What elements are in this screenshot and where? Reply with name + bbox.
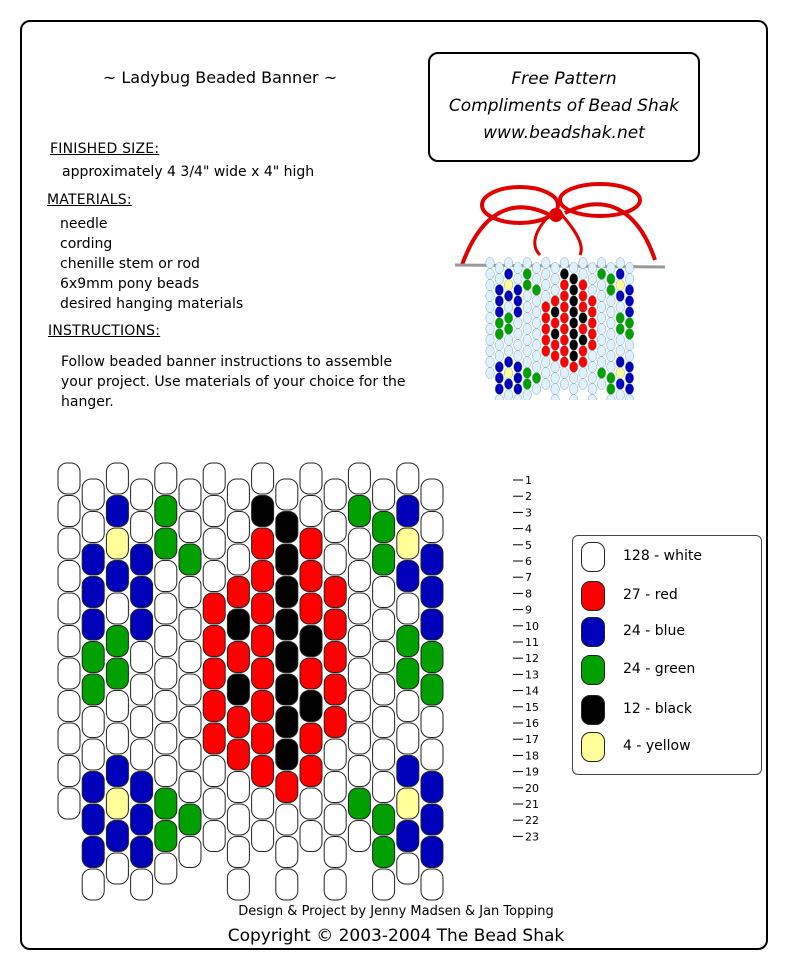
photo-bead [514, 351, 523, 362]
photo-bead [625, 274, 634, 285]
photo-bead [514, 384, 523, 395]
photo-bead [569, 329, 578, 340]
photo-bead [504, 390, 512, 401]
photo-bead [532, 384, 541, 395]
photo-bead [607, 384, 616, 395]
photo-bead [579, 324, 588, 335]
photo-bead [560, 346, 569, 357]
legend-item [581, 542, 756, 574]
row-number: 17 [525, 733, 539, 747]
photo-bead [532, 340, 541, 351]
photo-bead [579, 302, 588, 313]
photo-bead [569, 362, 578, 373]
photo-bead [504, 379, 512, 390]
photo-bead [542, 302, 551, 313]
photo-bead [551, 274, 560, 285]
photo-bead [579, 357, 588, 368]
photo-bead [523, 368, 532, 379]
photo-bead [523, 357, 532, 368]
photo-bead [560, 258, 569, 269]
photo-bead [625, 395, 634, 401]
row-number: 22 [525, 814, 539, 828]
photo-bead [560, 379, 569, 390]
photo-bead [542, 258, 551, 269]
photo-bead [616, 313, 625, 324]
photo-bead [523, 335, 532, 346]
photo-bead [579, 280, 588, 291]
legend-item [581, 581, 756, 613]
photo-bead [495, 362, 504, 373]
row-number: 13 [525, 668, 539, 682]
photo-bead [504, 368, 512, 379]
swatch-red [581, 581, 605, 611]
photo-bead [551, 362, 560, 373]
photo-bead [597, 302, 606, 313]
photo-bead [569, 318, 578, 329]
photo-bead [607, 263, 616, 274]
legend-label: 4 - yellow [623, 738, 691, 754]
color-legend [572, 535, 762, 775]
photo-bead [514, 263, 523, 274]
photo-bead [542, 335, 551, 346]
photo-bead [607, 307, 616, 318]
row-number: 18 [525, 749, 539, 763]
photo-bead [514, 340, 523, 351]
material-item: desired hanging materials [60, 296, 244, 312]
photo-bead [597, 313, 606, 324]
photo-bead [588, 373, 597, 384]
photo-bead [495, 307, 504, 318]
photo-bead [597, 280, 606, 291]
photo-bead [625, 296, 634, 307]
photo-bead [504, 269, 512, 280]
photo-bead [495, 318, 504, 329]
material-item: needle [60, 216, 108, 232]
swatch-green [581, 655, 605, 685]
row-number: 7 [525, 571, 532, 585]
photo-bead [495, 384, 504, 395]
photo-bead [588, 362, 597, 373]
photo-bead [607, 395, 616, 401]
photo-bead [607, 285, 616, 296]
row-number: 16 [525, 717, 539, 730]
photo-bead [486, 280, 495, 291]
photo-bead [588, 263, 597, 274]
photo-bead [597, 379, 606, 390]
photo-bead [532, 329, 541, 340]
photo-bead [532, 351, 541, 362]
photo-bead [569, 395, 578, 401]
photo-bead [588, 340, 597, 351]
row-number: 12 [525, 652, 539, 666]
legend-item [581, 617, 756, 649]
photo-bead [579, 346, 588, 357]
photo-bead [495, 274, 504, 285]
photo-bead [625, 384, 634, 395]
photo-bead [523, 346, 532, 357]
photo-bead [569, 263, 578, 274]
photo-bead [504, 313, 512, 324]
photo-bead [504, 324, 512, 335]
photo-bead [504, 258, 512, 269]
row-number: 15 [525, 700, 539, 714]
photo-bead [504, 302, 512, 313]
photo-bead [532, 362, 541, 373]
photo-bead [616, 346, 625, 357]
row-number: 1 [525, 474, 532, 487]
photo-bead [579, 258, 588, 269]
photo-bead [532, 285, 541, 296]
finished-size-heading: FINISHED SIZE: [50, 141, 160, 157]
photo-bead [569, 274, 578, 285]
legend-item [581, 695, 756, 727]
photo-bead [523, 269, 532, 280]
legend-label: 128 - white [623, 548, 702, 564]
photo-bead [542, 324, 551, 335]
photo-bead [588, 285, 597, 296]
material-item: 6x9mm pony beads [60, 276, 200, 292]
photo-bead [625, 285, 634, 296]
materials-heading: MATERIALS: [47, 192, 132, 208]
photo-bead [588, 351, 597, 362]
photo-bead [560, 368, 569, 379]
photo-bead [597, 357, 606, 368]
row-number: 19 [525, 765, 539, 779]
legend-label: 24 - green [623, 661, 696, 677]
photo-bead [569, 373, 578, 384]
photo-bead [597, 258, 606, 269]
photo-bead [486, 368, 495, 379]
photo-bead [551, 395, 560, 401]
photo-bead [504, 280, 512, 291]
photo-bead [514, 285, 523, 296]
row-number: 5 [525, 538, 532, 552]
row-number: 20 [525, 781, 539, 795]
photo-bead [523, 379, 532, 390]
material-item: chenille stem or rod [60, 256, 200, 272]
photo-bead [616, 291, 625, 302]
photo-bead [495, 395, 504, 401]
photo-bead [551, 351, 560, 362]
photo-bead [560, 269, 569, 280]
photo-bead [569, 384, 578, 395]
swatch-black [581, 695, 605, 725]
photo-bead [560, 313, 569, 324]
photo-bead [616, 302, 625, 313]
promo-box [428, 52, 700, 162]
legend-label: 12 - black [623, 701, 692, 717]
photo-bead [607, 351, 616, 362]
photo-bead [495, 351, 504, 362]
photo-bead [514, 296, 523, 307]
photo-bead [597, 269, 606, 280]
photo-bead [514, 373, 523, 384]
photo-bead [625, 263, 634, 274]
photo-bead [542, 368, 551, 379]
photo-bead [504, 346, 512, 357]
photo-bead [569, 296, 578, 307]
photo-bead [532, 263, 541, 274]
instructions-text: Follow beaded banner instructions to assemble your project. Use materials of your choice for the hanger. [61, 354, 406, 410]
swatch-white [581, 542, 605, 572]
photo-bead [486, 269, 495, 280]
photo-bead [560, 324, 569, 335]
legend-label: 24 - blue [623, 623, 686, 639]
photo-bead [551, 373, 560, 384]
photo-bead [560, 302, 569, 313]
photo-bead [588, 395, 597, 401]
row-number: 9 [525, 603, 532, 617]
photo-bead [486, 258, 495, 269]
red-ribbon-bow [462, 184, 655, 265]
photo-bead [616, 258, 625, 269]
photo-bead [560, 280, 569, 291]
photo-bead [588, 274, 597, 285]
legend-item [581, 655, 756, 687]
promo-line-1: Free Pattern [511, 69, 617, 89]
photo-bead [607, 373, 616, 384]
photo-bead [514, 362, 523, 373]
photo-bead [579, 379, 588, 390]
finished-size-value: approximately 4 3/4" wide x 4" high [62, 164, 315, 180]
material-item: cording [60, 236, 113, 252]
photo-bead [486, 302, 495, 313]
photo-bead [486, 335, 495, 346]
photo-bead [616, 335, 625, 346]
row-number: 2 [525, 490, 532, 504]
photo-bead [607, 318, 616, 329]
photo-bead [495, 329, 504, 340]
photo-bead [486, 346, 495, 357]
photo-bead [607, 296, 616, 307]
photo-bead [514, 329, 523, 340]
photo-bead [514, 307, 523, 318]
promo-line-2: Compliments of Bead Shak [448, 96, 680, 116]
photo-bead [551, 296, 560, 307]
photo-bead [542, 379, 551, 390]
photo-bead [504, 357, 512, 368]
photo-bead [551, 329, 560, 340]
photo-bead [532, 318, 541, 329]
photo-bead [514, 395, 523, 401]
photo-bead [495, 340, 504, 351]
photo-bead [514, 318, 523, 329]
photo-bead [625, 329, 634, 340]
photo-bead [579, 313, 588, 324]
photo-bead [597, 368, 606, 379]
photo-bead [486, 324, 495, 335]
swatch-blue [581, 617, 605, 647]
photo-bead [523, 258, 532, 269]
photo-bead [597, 335, 606, 346]
photo-bead [495, 296, 504, 307]
photo-bead [532, 274, 541, 285]
photo-bead [514, 274, 523, 285]
photo-bead [486, 357, 495, 368]
photo-bead [569, 285, 578, 296]
photo-bead [625, 351, 634, 362]
photo-bead [551, 263, 560, 274]
photo-bead [616, 324, 625, 335]
row-number: 3 [525, 506, 532, 520]
row-number: 6 [525, 555, 532, 568]
row-number: 23 [525, 830, 539, 844]
photo-bead [625, 307, 634, 318]
photo-bead [486, 291, 495, 302]
photo-bead [625, 340, 634, 351]
row-number: 4 [525, 522, 532, 536]
photo-bead [588, 384, 597, 395]
row-number: 8 [525, 587, 532, 601]
photo-bead [551, 340, 560, 351]
photo-bead [523, 313, 532, 324]
photo-bead [495, 285, 504, 296]
photo-bead [551, 318, 560, 329]
photo-bead [588, 307, 597, 318]
photo-bead [532, 296, 541, 307]
finished-banner-photo [450, 175, 680, 400]
page-title: ~ Ladybug Beaded Banner ~ [102, 68, 338, 87]
row-number: 21 [525, 798, 539, 811]
copyright: Copyright © 2003-2004 The Bead Shak [227, 926, 565, 946]
photo-bead [579, 291, 588, 302]
photo-bead [542, 269, 551, 280]
photo-bead [616, 357, 625, 368]
photo-bead [607, 274, 616, 285]
photo-bead [616, 269, 625, 280]
legend-item [581, 732, 756, 764]
photo-bead [616, 390, 625, 401]
instructions-heading: INSTRUCTIONS: [48, 323, 161, 339]
photo-bead [560, 357, 569, 368]
photo-bead [588, 296, 597, 307]
photo-bead [625, 373, 634, 384]
photo-bead [532, 373, 541, 384]
photo-bead [579, 368, 588, 379]
swatch-yellow [581, 732, 605, 762]
row-number: 10 [525, 619, 539, 633]
photo-bead [542, 291, 551, 302]
photo-bead [597, 291, 606, 302]
photo-bead [495, 373, 504, 384]
photo-bead [504, 335, 512, 346]
photo-bead [551, 285, 560, 296]
photo-bead [569, 351, 578, 362]
photo-bead [588, 329, 597, 340]
photo-bead [607, 362, 616, 373]
photo-bead [542, 313, 551, 324]
photo-bead [569, 340, 578, 351]
photo-bead [542, 280, 551, 291]
photo-bead [560, 291, 569, 302]
row-number: 14 [525, 684, 539, 698]
photo-bead [523, 390, 532, 401]
row-number: 11 [525, 636, 539, 649]
photo-bead [616, 368, 625, 379]
photo-bead [551, 384, 560, 395]
photo-bead [523, 280, 532, 291]
photo-bead [607, 340, 616, 351]
photo-bead [523, 302, 532, 313]
photo-bead [597, 346, 606, 357]
photo-bead [588, 318, 597, 329]
photo-bead [616, 379, 625, 390]
design-credit: Design & Project by Jenny Madsen & Jan Topping [238, 904, 554, 919]
photo-bead [569, 307, 578, 318]
photo-bead [625, 318, 634, 329]
photo-bead [560, 335, 569, 346]
banner-beadwork [486, 258, 634, 401]
photo-bead [504, 291, 512, 302]
materials-list [60, 214, 243, 314]
photo-bead [486, 313, 495, 324]
photo-bead [607, 329, 616, 340]
photo-bead [523, 324, 532, 335]
photo-bead [597, 324, 606, 335]
photo-bead [495, 263, 504, 274]
promo-url[interactable]: www.beadshak.net [483, 123, 645, 143]
legend-label: 27 - red [623, 587, 678, 603]
photo-bead [551, 307, 560, 318]
photo-bead [532, 307, 541, 318]
photo-bead [523, 291, 532, 302]
photo-bead [579, 335, 588, 346]
photo-bead [616, 280, 625, 291]
photo-bead [579, 269, 588, 280]
photo-bead [542, 357, 551, 368]
photo-bead [542, 346, 551, 357]
photo-bead [625, 362, 634, 373]
